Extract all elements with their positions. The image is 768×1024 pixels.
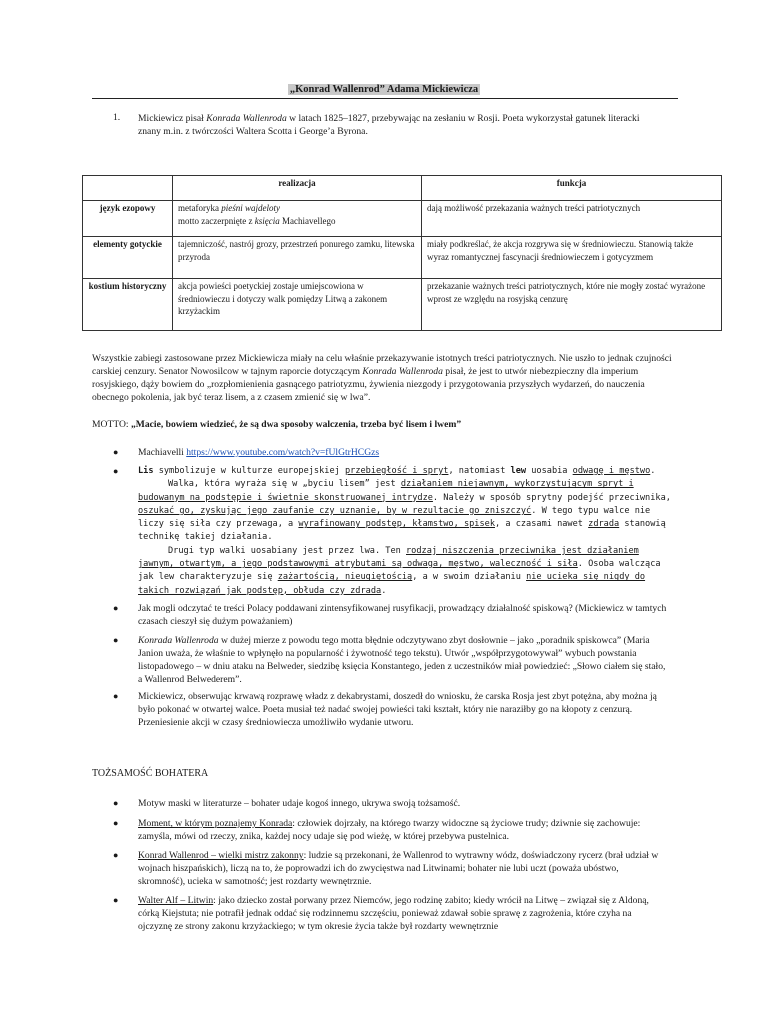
document-title [0,84,768,95]
bullet-icon: ● [113,635,119,645]
realizacja-cell: metaforyka pieśni wajdeloty motto zaczerpnięte z księcia Machiavellego [173,201,422,237]
intro-title-italic: Konrada Wallenroda [206,113,287,124]
realizacja-cell: tajemniczość, nastrój grozy, przestrzeń ponurego zamku, litewska przyroda [173,237,422,279]
list-item: Machiavelli https://www.youtube.com/watch?v=fUlGtrHCGzs [138,447,380,458]
bullet-icon: ● [113,603,119,613]
bullet-icon: ● [113,798,119,808]
list-item: Jak mogli odczytać te treści Polacy poddawani zintensyfikowanej rusyfikacji, prowadzący działalność spiskową? (Mickiewicz w tamtych czasach cieszył się dużym poważaniem) [138,603,667,627]
title-divider [92,98,678,99]
bullet-icon: ● [113,850,119,860]
summary-paragraph: Wszystkie zabiegi zastosowane przez Mickiewicza miały na celu właśnie przekazywanie istotnych treści patriotycznych. Nie uszło to jednak czujności carskiej cenzury. Senator Nowosilcow w tajnym raporcie dotyczącym Konrada Wallenroda pisał, że jest to utwór niebezpieczny dla imperium rosyjskiego, dąży bowiem do „rozpłomienienia gasnącego patriotyzmu, żywienia niezgody i przygotowania przyszłych wydarzeń, do nauczenia obecnego pokolenia, jak być teraz lisem, a z czasem zmienić się w lwa”. [92,353,672,403]
table-header-funkcja: funkcja [422,176,722,201]
funkcja-cell: przekazanie ważnych treści patriotycznych, które nie mogły zostać wyrażone wprost ze względu na rosyjską cenzurę [422,279,722,331]
bullet-icon: ● [113,691,119,701]
table-header-empty [83,176,173,201]
list-item: Motyw maski w literaturze – bohater udaje kogoś innego, ukrywa swoją tożsamość. [138,798,461,809]
motto: MOTTO: „Macie, bowiem wiedzieć, że są dwa sposoby walczenia, trzeba być lisem i lwem” [92,419,462,430]
table-header-row [83,176,722,201]
table-row [83,279,722,331]
table-row [83,237,722,279]
list-item: Moment, w którym poznajemy Konrada: człowiek dojrzały, na którego twarzy widoczne są życiowe trudy; dziwnie się zachowuje: zamyśla, mówi od rzeczy, znika, każdej nocy udaje się pod wieżę, w której przebywa pustelnica. [138,818,641,842]
list-item: Konrad Wallenrod – wielki mistrz zakonny: ludzie są przekonani, że Wallenrod to wytrawny wódz, doświadczony rycerz (brał udział w wojnach hiszpańskich), liczą na to, że poprowadzi ich do zwycięstwa nad Litwinami; bohater nie lubi uczt (poważa ubóstwo, skromność), ucieka w samotność; jest rozdarty wewnętrznie. [138,850,659,887]
title-text: „Konrad Wallenrod” Adama Mickiewicza [289,84,479,95]
list-item: Walter Alf – Litwin: jako dziecko został porwany przez Niemców, jego rodzinę zabito; kiedy wrócił na Litwę – związał się z Aldoną, córką Kiejstuta; nie potrafił jednak oddać się rodzinnemu szczęściu, ponieważ zdawał sobie sprawę z zagrożenia, które czyha na ojczyznę ze strony zakonu krzyżackiego; w tym okresie życia także był rozdarty wewnętrznie [138,895,649,932]
intro-paragraph: Mickiewicz pisał Konrada Wallenroda w latach 1825–1827, przebywając na zesłaniu w Rosji. Poeta wykorzystał gatunek literacki znany m.in. z twórczości Waltera Scotta i George’a Byrona. [138,113,640,137]
motto-text: „Macie, bowiem wiedzieć, że są dwa sposoby walczenia, trzeba być lisem i lwem” [131,419,462,430]
realizacja-cell: akcja powieści poetyckiej zostaje umiejscowiona w średniowieczu i dotyczy walk pomiędzy Litwą a zakonem krzyżackim [173,279,422,331]
lis-lew-paragraph: Lis symbolizuje w kulturze europejskiej przebiegłość i spryt, natomiast lew uosabia odwagę i męstwo. Walka, która wyraża się w „byciu lisem” jest działaniem niejawnym, wykorzystującym spryt i budowanym na podstępie i świetnie skonstruowanej intrydze. Należy w sposób sprytny podejść przeciwnika, oszukać go, zyskując jego zaufanie czy uznanie, by w rezultacie go zniszczyć. W tego typu walce nie liczy się siła czy przewaga, a wyrafinowany podstęp, kłamstwo, spisek, a czasami nawet zdrada stanowią technikę takiej działania. Drugi typ walki uosabiany jest przez lwa. Ten rodzaj niszczenia przeciwnika jest działaniem jawnym, otwartym, a jego podstawowymi atrybutami są odwaga, męstwo, waleczność i siła. Osoba walcząca jak lew charakteryzuje się zażartością, nieugiętością, a w swoim działaniu nie ucieka się nigdy do takich rozwiązań jak podstęp, obłuda czy zdrada. [138,466,671,596]
bullet-icon: ● [113,447,119,457]
row-label: język ezopowy [83,201,173,237]
row-label: kostium historyczny [83,279,173,331]
bullet-icon: ● [113,895,119,905]
list-item: Mickiewicz, obserwując krwawą rozprawę władz z dekabrystami, doszedł do wniosku, że carska Rosja jest zbyt potężna, aby można ją było pokonać w otwartej walce. Poeta musiał też nadać swojej powieści taki kształt, który nie naraziłby go na kłopoty z cenzurą. Przeniesienie akcji w czasy średniowiecza umożliwiło wydanie utworu. [138,691,657,728]
bullet-icon: ● [113,466,119,476]
row-label: elementy gotyckie [83,237,173,279]
table-row [83,201,722,237]
table-header-realizacja: realizacja [173,176,422,201]
list-item: Konrada Wallenroda w dużej mierze z powodu tego motta błędnie odczytywano zbyt dosłownie – jako „poradnik spiskowca” (Maria Janion uważa, że właśnie to wpłynęło na popularność i żywotność tego tekstu). Utwór „współprzygotowywał” wybuch powstania listopadowego – w dniu ataku na Belweder, siedzibę księcia Konstantego, jeden z uczestników miał powiedzieć: „Słowo ciałem się stało, a Wallenrod Belwederem”. [138,635,666,685]
bullet-icon: ● [113,818,119,828]
funkcja-cell: miały podkreślać, że akcja rozgrywa się w średniowieczu. Stanowią także wyraz romantycznej fascynacji średniowieczem i gotycyzmem [422,237,722,279]
devices-table [82,175,722,331]
funkcja-cell: dają możliwość przekazania ważnych treści patriotycznych [422,201,722,237]
youtube-link[interactable]: https://www.youtube.com/watch?v=fUlGtrHCGzs [186,447,380,458]
section-heading: TOŻSAMOŚĆ BOHATERA [92,768,209,779]
intro-number: 1. [113,112,121,123]
